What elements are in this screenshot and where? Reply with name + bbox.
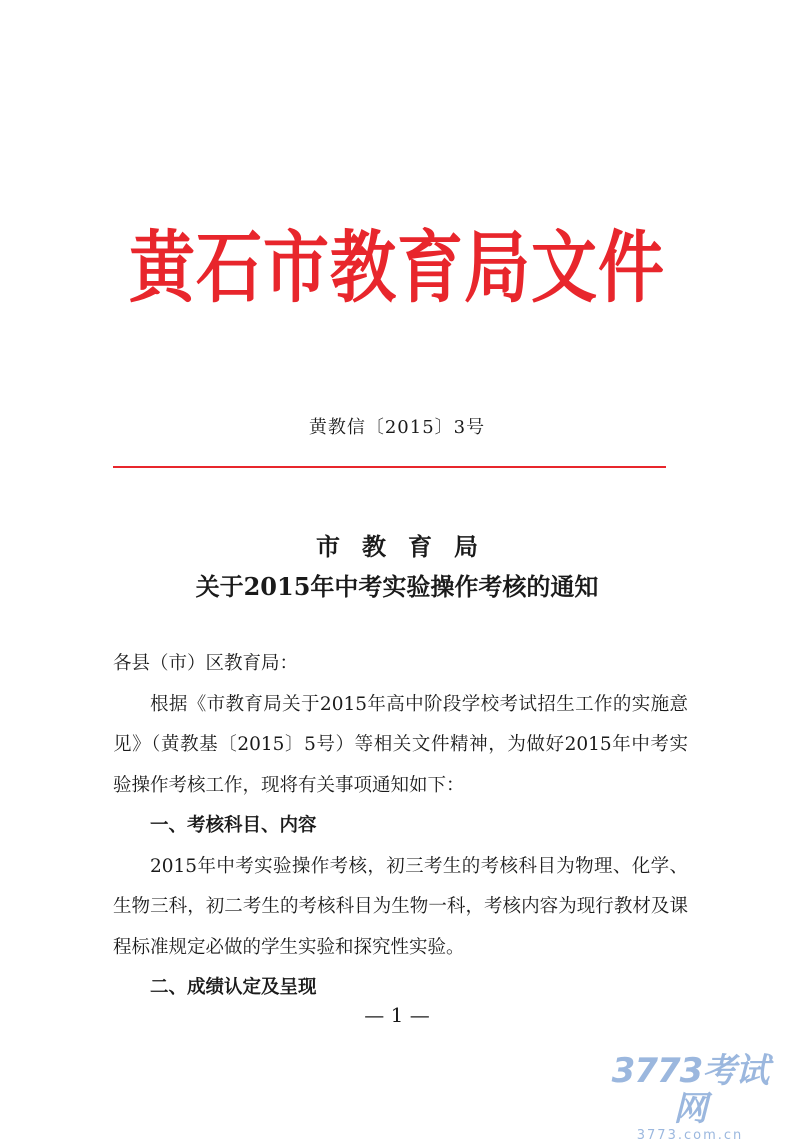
salutation: 各县（市）区教育局： xyxy=(113,653,299,674)
document-number: 黄教信〔2015〕3号 xyxy=(308,417,486,438)
section-heading-2: 二、成绩认定及呈现 xyxy=(150,977,317,998)
site-watermark xyxy=(600,1052,780,1143)
issuer-title: 市教育局 xyxy=(316,532,500,561)
section-heading-1: 一、考核科目、内容 xyxy=(150,815,317,836)
paragraph-subjects: 2015年中考实验操作考核，初三考生的考核科目为物理、化学、生物三科，初二考生的考核科目为生物一科，考核内容为现行教材及课程标准规定必做的学生实验和探究性实验。 xyxy=(113,855,688,958)
paragraph-intro: 根据《市教育局关于2015年高中阶段学校考试招生工作的实施意见》（黄教基〔2015〕5号）等相关文件精神，为做好2015年中考实验操作考核工作，现将有关事项通知如下： xyxy=(113,693,688,796)
document-body xyxy=(113,644,688,1009)
watermark-logo: 3773考试网 xyxy=(611,1051,769,1129)
notice-title: 关于2015年中考实验操作考核的通知 xyxy=(195,572,599,601)
page-number: — 1 — xyxy=(364,1003,430,1027)
red-divider-rule xyxy=(113,466,666,468)
watermark-url: 3773.com.cn xyxy=(636,1128,744,1143)
masthead-title: 黄石市教育局文件 xyxy=(129,222,665,314)
